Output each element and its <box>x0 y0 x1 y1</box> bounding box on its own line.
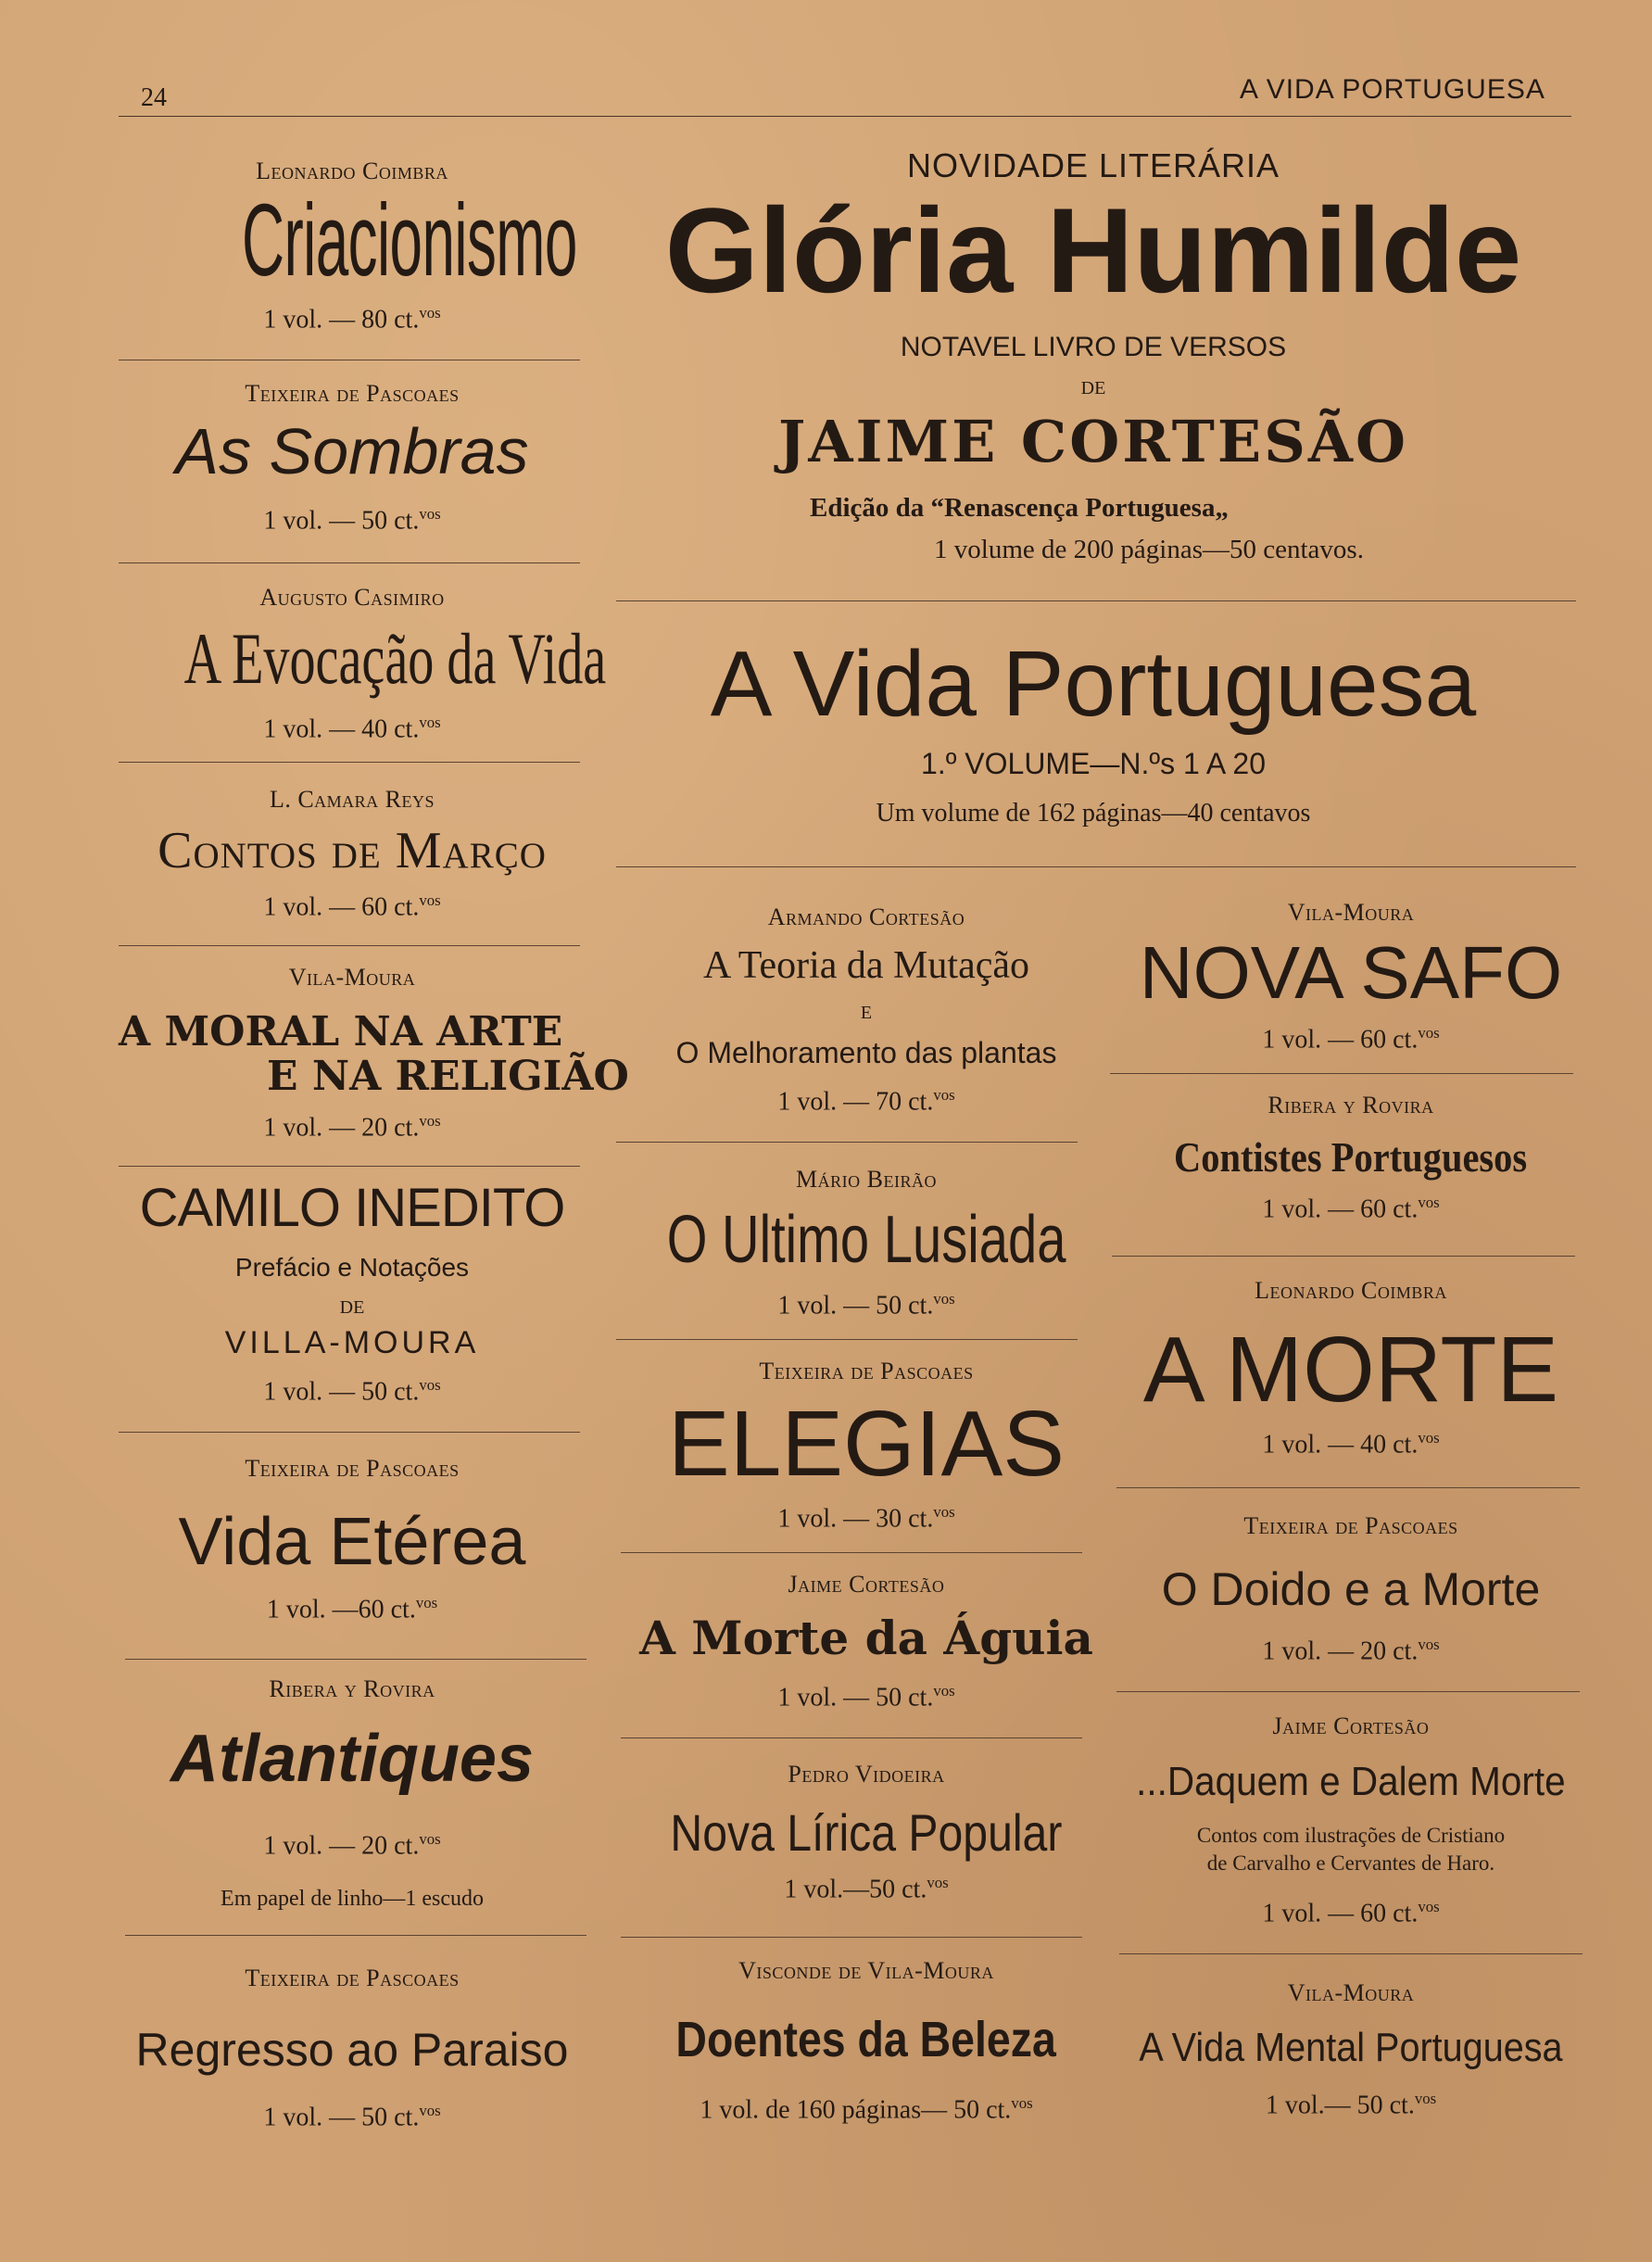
magazine-title: A Vida Portuguesa <box>710 632 1477 736</box>
feature-title-text: Glória Humilde <box>664 183 1522 318</box>
ad-author: L. Camara Reys <box>269 786 435 813</box>
ad-price <box>120 1112 584 1143</box>
price-text: 1 vol. — 60 ct. <box>263 892 420 922</box>
ad-title-text: Contos de Março <box>158 822 547 879</box>
ad-title <box>612 943 1121 988</box>
header-rule <box>119 116 1571 117</box>
feature-author: JAIME CORTESÃO <box>778 408 1408 475</box>
ad-price <box>120 891 584 922</box>
price-unit: vos <box>1418 1024 1440 1042</box>
feature-kicker: NOVIDADE LITERÁRIA <box>906 146 1280 184</box>
divider <box>119 1166 580 1167</box>
divider <box>1116 1487 1580 1488</box>
ad-author: Jaime Cortesão <box>1272 1712 1430 1739</box>
ad-title: CAMILO INEDITO <box>139 1178 565 1238</box>
ad-author: Teixeira de Pascoaes <box>245 1455 460 1482</box>
ad-price <box>612 1086 1121 1117</box>
divider <box>1110 1073 1573 1074</box>
ad-author: Leonardo Coimbra <box>256 158 448 184</box>
ad-price <box>612 1503 1121 1534</box>
ad-price <box>612 1874 1121 1904</box>
ad-subtitle: Prefácio e Notações <box>234 1253 470 1282</box>
ad-title <box>593 1203 1140 1277</box>
ad-price <box>1110 1898 1592 1928</box>
ad-price <box>612 1290 1121 1321</box>
price-text: 1 vol. — 50 ct. <box>777 1291 934 1321</box>
running-title: A VIDA PORTUGUESA <box>1240 74 1545 105</box>
ad-title: O Doido e a Morte <box>1161 1563 1541 1615</box>
price-text: 1 vol. — 50 ct. <box>777 1683 934 1712</box>
ad-price <box>1110 1194 1592 1224</box>
ad-title <box>612 2011 1121 2068</box>
price-unit: vos <box>933 1086 955 1104</box>
ad-title-text: Criacionismo <box>241 183 577 297</box>
ad-price <box>1110 2090 1592 2120</box>
ad-title-text: As Sombras <box>175 415 529 487</box>
divider <box>125 1935 586 1936</box>
price-unit: vos <box>933 1290 955 1308</box>
ad-author: Jaime Cortesão <box>788 1571 945 1598</box>
divider <box>119 762 580 763</box>
price-text: 1 vol. — 30 ct. <box>777 1504 934 1534</box>
ad-author: Augusto Casimiro <box>259 584 445 611</box>
price-text: 1 vol. — 60 ct. <box>1262 1899 1419 1928</box>
price-unit: vos <box>927 1874 949 1891</box>
divider <box>621 1552 1082 1553</box>
price-unit: vos <box>933 1682 955 1700</box>
ad-author: Visconde de Vila-Moura <box>738 1957 994 1984</box>
feature-line1: NOTAVEL LIVRO DE VERSOS <box>900 332 1287 362</box>
price-unit: vos <box>1418 1898 1440 1915</box>
ad-price <box>612 2094 1121 2125</box>
price-unit: vos <box>419 1376 441 1394</box>
ad-title <box>1091 2025 1610 2071</box>
ad-title <box>1091 1759 1610 1805</box>
ad-title-text: A Vida Mental Portuguesa <box>1139 2025 1563 2070</box>
ad-author: Ribera y Rovira <box>1267 1092 1434 1118</box>
price-text: 1 vol. — 40 ct. <box>263 714 420 744</box>
price-unit: vos <box>419 1112 441 1130</box>
price-unit: vos <box>933 1503 955 1521</box>
ad-author: Mário Beirão <box>796 1166 937 1193</box>
ad-price <box>120 304 584 335</box>
ad-title-line2: E NA RELIGIÃO <box>267 1053 629 1100</box>
ad-title-line1: A MORAL NA ARTE <box>119 1008 563 1055</box>
ad-title: NOVA SAFO <box>1139 931 1563 1014</box>
ad-author: Ribera y Rovira <box>269 1675 435 1702</box>
ad-title2: O Melhoramento das plantas <box>675 1036 1057 1069</box>
price-text: 1 vol. — 40 ct. <box>1262 1430 1419 1460</box>
ad-note: Em papel de linho—1 escudo <box>221 1887 484 1911</box>
ad-title-text: Nova Lírica Popular <box>670 1803 1063 1862</box>
ad-editor: VILLA-MOURA <box>224 1325 480 1360</box>
ad-title <box>120 415 584 487</box>
ad-conj: E <box>860 1003 873 1023</box>
ad-price <box>1110 1636 1592 1666</box>
ad-price <box>120 2102 584 2132</box>
ad-author: Vila-Moura <box>288 964 416 991</box>
price-text: 1 vol. — 50 ct. <box>263 1377 420 1407</box>
ad-title-text: A Evocação da Vida <box>183 618 607 699</box>
magazine-volume: 1.º VOLUME—N.ºs 1 A 20 <box>921 747 1266 780</box>
divider <box>1112 1256 1575 1257</box>
divider <box>621 1937 1082 1938</box>
ad-author: Teixeira de Pascoaes <box>245 1965 460 1991</box>
price-text: 1 vol. — 60 ct. <box>1262 1194 1419 1224</box>
ad-title: A MORTE <box>1142 1318 1559 1422</box>
price-unit: vos <box>419 891 441 909</box>
ad-price <box>1110 1024 1592 1055</box>
price-unit: vos <box>1418 1194 1440 1211</box>
divider <box>616 1339 1078 1340</box>
ad-author: Teixeira de Pascoaes <box>759 1358 974 1384</box>
price-unit: vos <box>1418 1429 1440 1447</box>
ad-title: Vida Etérea <box>178 1505 526 1579</box>
price-unit: vos <box>419 304 441 322</box>
ad-price <box>120 1830 584 1861</box>
price-text: 1 vol.— 50 ct. <box>1265 2091 1415 2120</box>
ad-price <box>120 505 584 536</box>
ad-title-text: Doentes da Beleza <box>675 2012 1057 2067</box>
price-unit: vos <box>419 2102 441 2119</box>
ad-note1: Contos com ilustrações de Cristiano <box>1196 1824 1506 1847</box>
price-text: 1 vol. —60 ct. <box>266 1595 416 1624</box>
magazine-details: Um volume de 162 páginas—40 centavos <box>876 799 1311 828</box>
price-unit: vos <box>1414 2090 1437 2107</box>
ad-title-text: ELEGIAS <box>668 1392 1065 1496</box>
ad-title <box>612 1392 1121 1496</box>
price-unit: vos <box>415 1594 438 1611</box>
divider <box>119 1432 580 1433</box>
price-text: 1 vol. — 70 ct. <box>777 1087 934 1117</box>
price-unit: vos <box>419 714 441 731</box>
ad-price <box>1110 1429 1592 1460</box>
price-text: 1 vol. — 80 ct. <box>263 305 420 335</box>
ad-author: Leonardo Coimbra <box>1255 1277 1447 1304</box>
divider <box>616 600 1576 601</box>
ad-title <box>120 183 584 297</box>
ad-price <box>120 1594 584 1624</box>
ad-author: Teixeira de Pascoaes <box>245 380 460 407</box>
price-text: 1 vol. — 20 ct. <box>263 1113 420 1143</box>
divider <box>119 562 580 563</box>
divider <box>616 1142 1078 1143</box>
ad-note2: de Carvalho e Cervantes de Haro. <box>1206 1851 1495 1875</box>
price-text: 1 vol. — 20 ct. <box>1262 1636 1419 1666</box>
ad-price <box>120 1376 584 1407</box>
ad-title-text: O Ultimo Lusiada <box>666 1203 1066 1277</box>
divider <box>119 945 580 946</box>
price-text: 1 vol. — 50 ct. <box>263 506 420 536</box>
feature-details: 1 volume de 200 páginas—50 centavos. <box>934 535 1364 564</box>
ad-author: Vila-Moura <box>1287 899 1415 926</box>
feature-edition: Edição da “Renascença Portuguesa„ <box>810 493 1229 523</box>
ad-author: Armando Cortesão <box>767 904 965 930</box>
ad-title: Regresso ao Paraiso <box>135 2024 569 2076</box>
price-text: 1 vol. — 20 ct. <box>263 1831 420 1861</box>
ad-title-text: A Teoria da Mutação <box>703 944 1029 987</box>
ad-author: Vila-Moura <box>1287 1979 1415 2006</box>
ad-title <box>120 1722 584 1796</box>
ad-de: DE <box>339 1297 365 1318</box>
price-unit: vos <box>419 505 441 523</box>
price-text: 1 vol. de 160 páginas— 50 ct. <box>700 2095 1012 2125</box>
price-unit: vos <box>1011 2094 1033 2112</box>
ad-author: Teixeira de Pascoaes <box>1243 1512 1458 1539</box>
ad-title-text: Atlantiques <box>170 1722 535 1796</box>
divider <box>1119 1953 1583 1954</box>
ad-title: A Morte da Águia <box>639 1611 1093 1665</box>
divider <box>1116 1691 1580 1692</box>
ad-title <box>102 618 607 699</box>
feature-title <box>630 183 1557 318</box>
ad-title <box>120 822 584 879</box>
ad-price <box>612 1682 1121 1712</box>
page-number: 24 <box>141 83 167 112</box>
ad-author: Pedro Vidoeira <box>788 1761 945 1788</box>
ad-title-text: ...Daquem e Dalem Morte <box>1136 1759 1566 1804</box>
ad-title-text: Contistes Portuguesos <box>1174 1133 1528 1181</box>
ad-price <box>120 714 584 744</box>
ad-title <box>1091 1132 1610 1182</box>
feature-de: DE <box>1080 378 1106 398</box>
divider <box>125 1659 586 1660</box>
price-text: 1 vol. — 50 ct. <box>263 2103 420 2132</box>
ad-title <box>593 1802 1140 1863</box>
price-unit: vos <box>1418 1636 1440 1653</box>
divider <box>616 866 1576 867</box>
price-text: 1 vol.—50 ct. <box>784 1875 927 1904</box>
price-unit: vos <box>419 1830 441 1848</box>
price-text: 1 vol. — 60 ct. <box>1262 1025 1419 1055</box>
